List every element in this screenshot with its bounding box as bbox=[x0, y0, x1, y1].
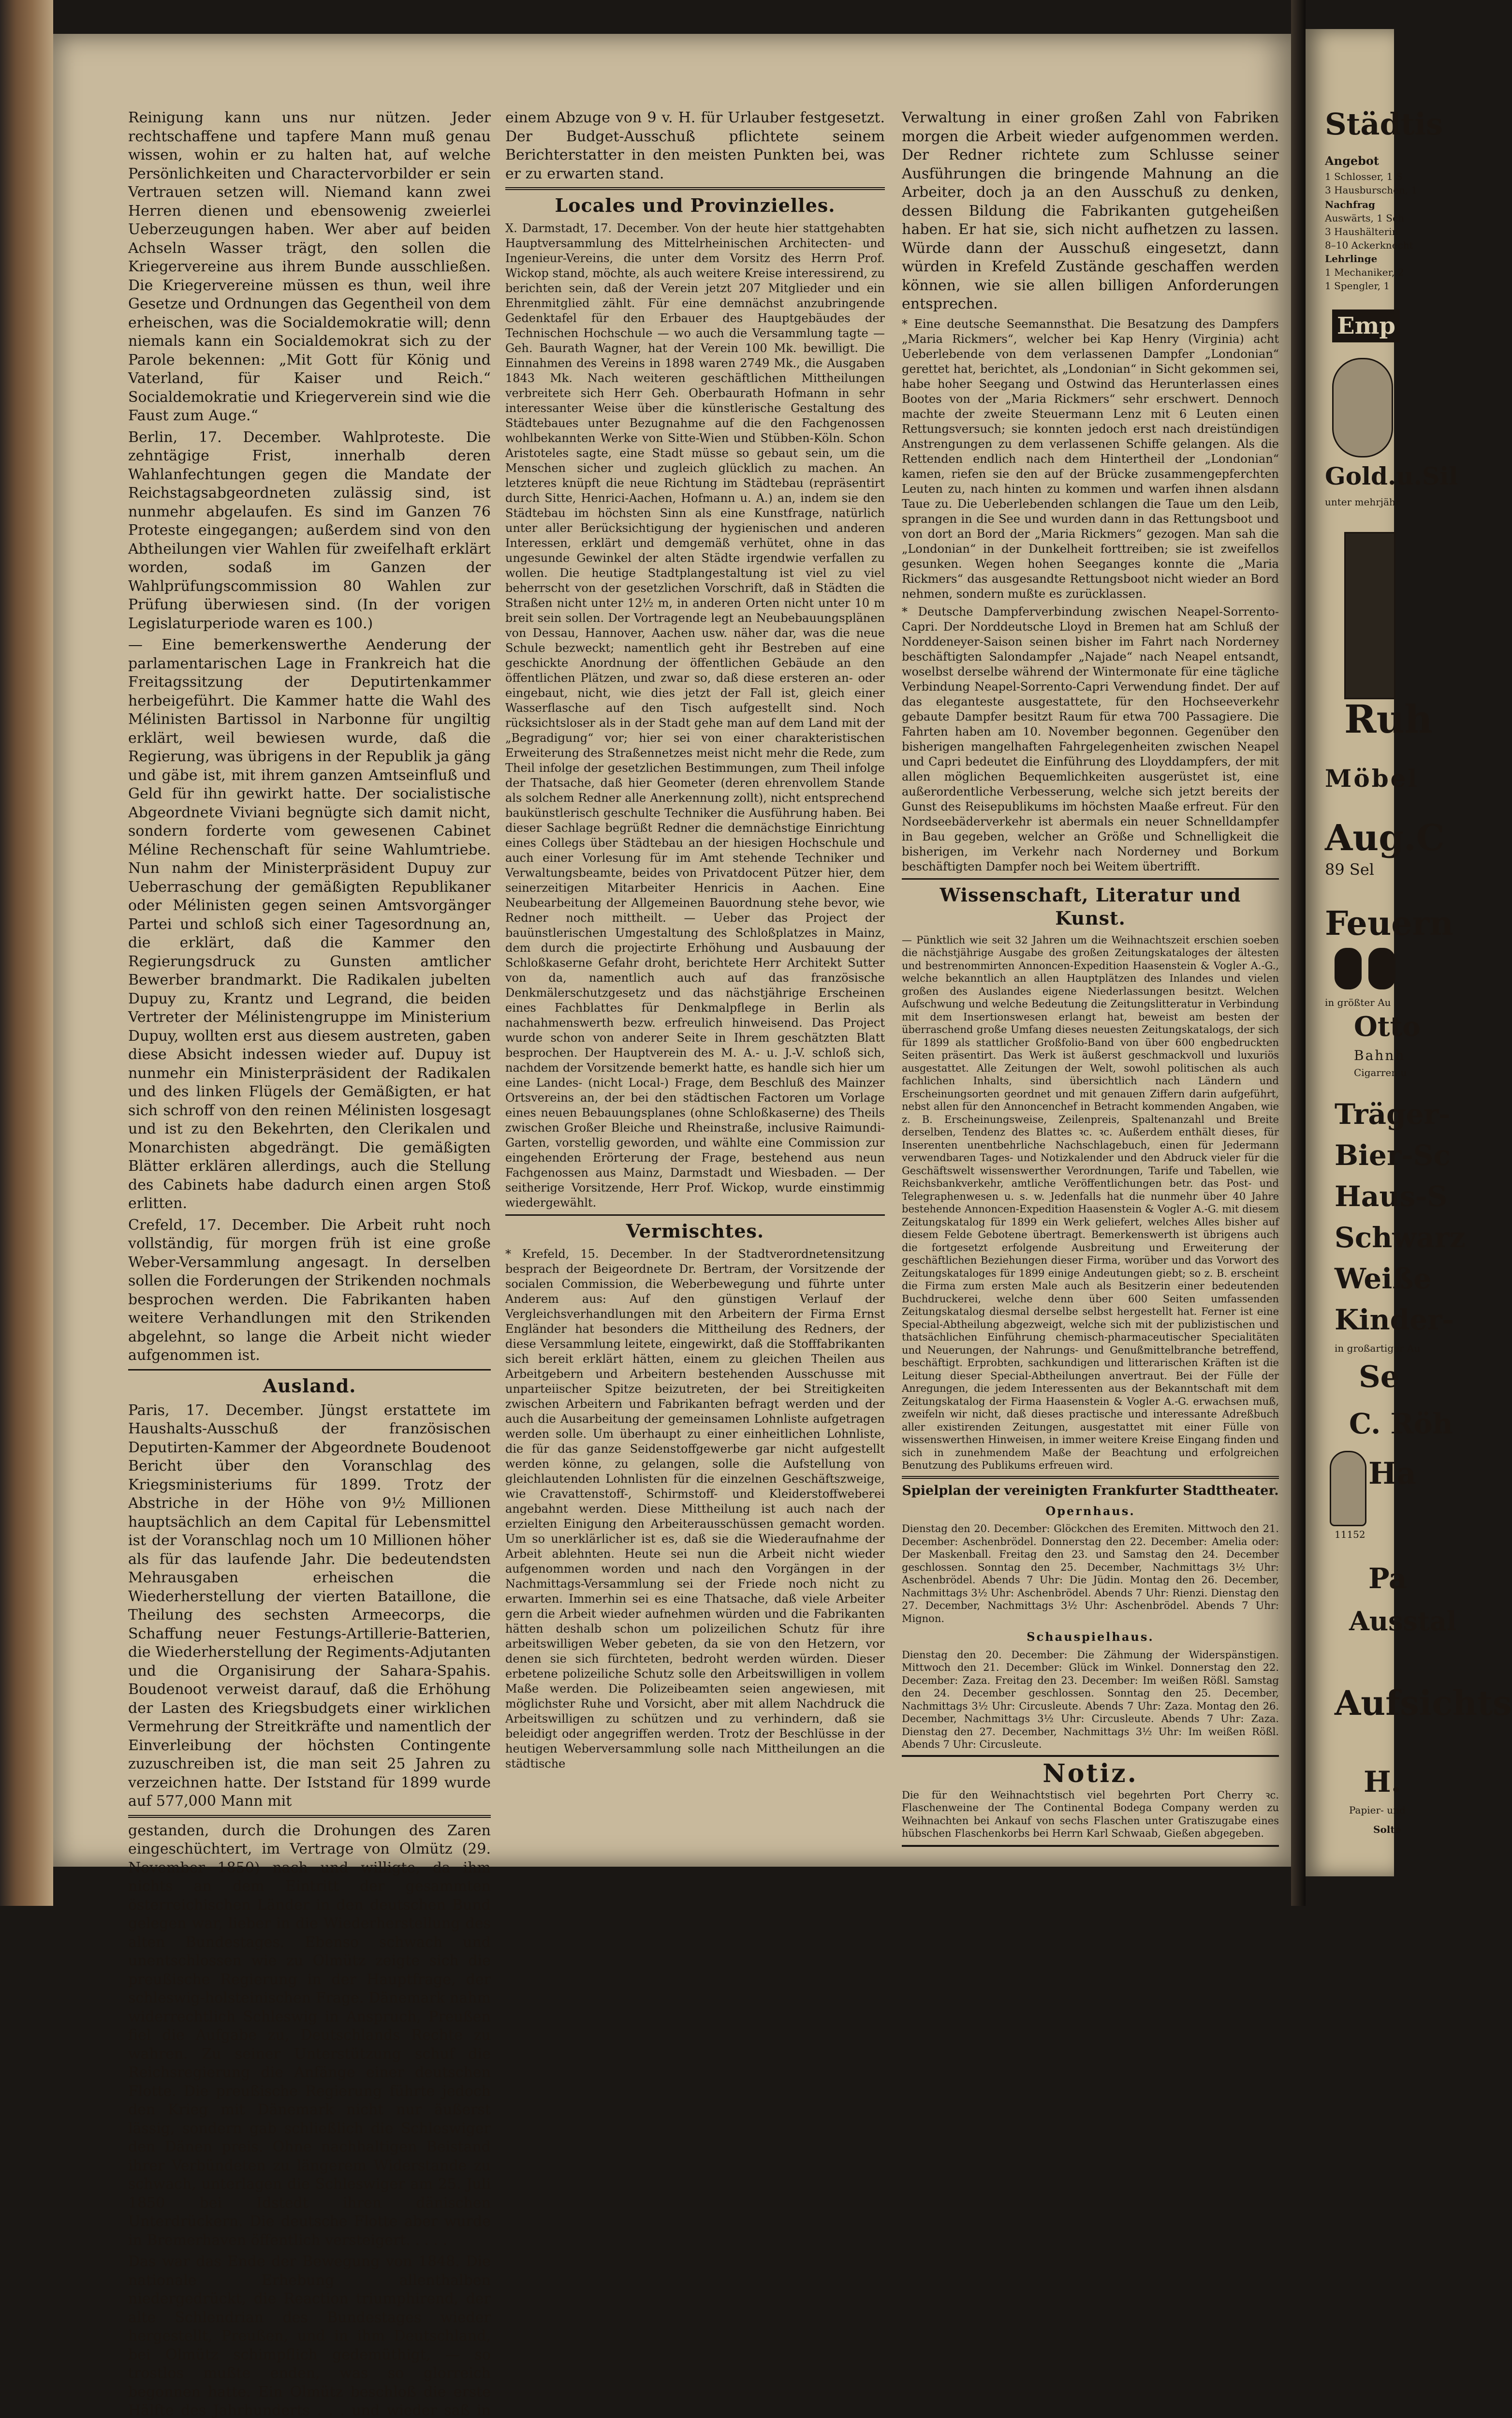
col3-paragraph: Dienstag den 20. December: Die Zähmung der Widerspänstigen. Mittwoch den 21. December: Glück im Winkel. Donnerstag den 22. December: Zaza. Freitag den 23. December: Im weißen Rößl. Samstag den 24. December geschlossen. Sonntag den 25. December, Nachmittags 3½ Uhr: Circusleute. Abends 7 Uhr: Zaza. Montag den 26. December, Nachmittags 3½ Uhr: Circusleute. Abends 7 Uhr: Zaza. Dienstag den 27. December, Nachmittags 3½ Uhr: Im weißen Rößl. Abends 7 Uhr: Circusleute. bbox=[902, 1649, 1279, 1750]
col3-paragraph: Die für den Weihnachtstisch viel begehrten Port Cherry ꝛc. Flaschenweine der The Continental Bodega Company werden zu Weihnachten bei Ankauf von sechs Flaschen unter Gratiszugabe eines hübschen Flaschenkorbs bei Herrn Karl Schwaab, Gießen abgegeben. bbox=[902, 1789, 1279, 1839]
ad-text: 1 Spengler, 1 bbox=[1325, 280, 1390, 292]
notiz-box bbox=[902, 1755, 1279, 1847]
ad-text: Papier- und bbox=[1349, 1804, 1406, 1816]
col1-paragraph: — Eine bemerkenswerthe Aenderung der parlamentarischen Lage in Frankreich hat die Freitagssitzung der Deputirtenkammer herbeigeführt. Die Kammer hatte die Wahl des Mélinisten Bartissol in Narbonne für ungiltig erklärt, weil bewiesen wurde, daß die Regierung, was übrigens in der Republik ja gäng und gäbe ist, mit ihrem ganzen Amtseinfluß und Geld für ihn gewirkt hatte. Der socialistische Abgeordnete Viviani begnügte sich damit nicht, sondern forderte vom gewesenen Cabinet Méline Rechenschaft für seine Wahlumtriebe. Nun nahm der Ministerpräsident Dupuy zur Ueberraschung der gemäßigten Republikaner oder Mélinisten gegen seinen Amtsvorgänger Partei und schloß sich einer Tagesordnung an, die erklärt, daß die Kammer den Regierungsdruck zu Gunsten amtlicher Bewerber brandmarkt. Die Radikalen jubelten Dupuy zu, Krantz und Legrand, die beiden Vertreter der Mélinistengruppe im Ministerium Dupuy, wollten erst aus diesem austreten, gaben diese Absicht indessen wieder auf. Dupuy ist nunmehr ein Ministerpräsident der Radikalen und des linken Flügels der Gemäßigten, er hat sich schroff von den reinen Mélinisten losgesagt und ist zu den Bekehrten, den Clerikalen und Monarchisten abgedrängt. Die gemäßigten Blätter erklären allerdings, auch die Stellung des Cabinets habe dadurch einen argen Stoß erlitten. bbox=[128, 636, 491, 1212]
column-3 bbox=[902, 109, 1279, 1839]
ad-text: 11152 bbox=[1335, 1529, 1365, 1540]
ad-heading: Städtis bbox=[1325, 106, 1443, 142]
section-divider bbox=[505, 1214, 885, 1216]
ad-text: 3 Haushälterin bbox=[1325, 226, 1398, 237]
section-heading-vermischtes: Vermischtes. bbox=[626, 1220, 764, 1242]
ad-text: Lehrlinge bbox=[1325, 253, 1378, 265]
ad-heading: Ruh bbox=[1344, 696, 1433, 742]
ad-text: in großartiger Au bbox=[1335, 1342, 1421, 1354]
ad-heading: Ha bbox=[1368, 1456, 1416, 1491]
ad-text: Auswärts, 1 Sch bbox=[1325, 212, 1405, 224]
ad-heading: Otto bbox=[1354, 1011, 1421, 1043]
ad-heading: Bier-Sc bbox=[1335, 1139, 1451, 1172]
section-divider bbox=[902, 1476, 1279, 1479]
section-divider bbox=[505, 187, 885, 190]
ad-text: 1 Mechaniker, 2 bbox=[1325, 266, 1404, 278]
ad-text: 1 Schlosser, 1 S bbox=[1325, 171, 1403, 182]
col3-paragraph: Verwaltung in einer großen Zahl von Fabriken morgen die Arbeit wieder aufgenommen werden. Der Redner richtete zum Schlusse seiner Ausführungen die bringende Mahnung an die Arbeiter, doch ja an den Ausschuß zu denken, dessen Bildung die Fabrikanten gutgeheißen haben. Er hat sie, sich nicht aufhetzen zu lassen. Würde dann der Ausschuß eingesetzt, dann würden in Krefeld Zustände geschaffen werden können, wie sie allen billigen Anforderungen entsprechen. bbox=[902, 109, 1279, 312]
column-2 bbox=[505, 109, 885, 1777]
ad-text: Nachfrag bbox=[1325, 199, 1376, 210]
ad-banner: Emp bbox=[1332, 310, 1400, 342]
ad-text: in größter Au bbox=[1325, 997, 1391, 1008]
section-heading-wissenschaft: Wissenschaft, Literatur und Kunst. bbox=[939, 884, 1241, 929]
section-divider bbox=[128, 1815, 491, 1818]
section-heading-ausland: Ausland. bbox=[263, 1374, 356, 1397]
ad-heading: Se bbox=[1359, 1359, 1400, 1394]
ad-text: 8–10 Ackerknecht bbox=[1325, 239, 1413, 251]
ad-heading: C. Röh bbox=[1349, 1407, 1453, 1440]
col2-paragraph: einem Abzuge von 9 v. H. für Urlauber festgesetzt. Der Budget-Ausschuß pflichtete seinem Berichterstatter in den meisten Punkten bei, was er zu erwarten stand. bbox=[505, 109, 885, 182]
ad-text: Solte bbox=[1373, 1824, 1401, 1835]
section-divider bbox=[128, 1369, 491, 1371]
col1-paragraph: Berlin, 17. December. Wahlproteste. Die zehntägige Frist, innerhalb deren Wahlanfechtungen gegen die Mandate der Reichstagsabgeordneten zulässig sind, ist nunmehr abgelaufen. Es sind im Ganzen 76 Proteste eingegangen; außerdem sind von den Abtheilungen vier Wahlen für zweifelhaft erklärt worden, sodaß im Ganzen der Wahlprüfungscommission 80 Wahlen zur Prüfung überwiesen sind. (In der vorigen Legislaturperiode waren es 100.) bbox=[128, 428, 491, 632]
ad-text: Angebot bbox=[1325, 154, 1379, 168]
col1-paragraph: Reinigung kann uns nur nützen. Jeder rechtschaffene und tapfere Mann muß genau wissen, wohin er zu halten hat, auf welche Persönlichkeiten und Charactervorbilder er sein Vertrauen setzen will. Niemand kann zwei Herren dienen und ebensowenig zweierlei Ueberzeugungen haben. Wer aber auf beiden Achseln Wasser trägt, den sollen die Kriegervereine aus ihrem Bunde ausschließen. Die Kriegervereine müssen es thun, weil ihre Gesetze und Ordnungen das Gegentheil von dem erheischen, was die Socialdemokratie will; denn niemals kann ein Socialdemokrat sich zu der Parole bekennen: „Mit Gott für König und Vaterland, für Kaiser und Reich.“ Socialdemokratie und Kriegerverein sind wie die Faust zum Auge.“ bbox=[128, 109, 491, 424]
ad-heading: Aufsichts bbox=[1335, 1683, 1512, 1723]
ad-heading: Schwarz bbox=[1335, 1221, 1466, 1254]
column-1 bbox=[128, 109, 491, 2418]
portrait-illustration-icon bbox=[1330, 1451, 1366, 1526]
col2-paragraph: * Krefeld, 15. December. In der Stadtverordnetensitzung besprach der Beigeordnete Dr. Bertram, der Vorsitzende der socialen Commission, die Weberbewegung und führte unter Anderem aus: Auf den günstigen Verlauf der Vergleichsverhandlungen mit den Arbeitern der Firma Ernst Engländer hat besonders die Mittheilung des Redners, der diese Versammlung leitete, eingewirkt, daß die Stofffabrikanten sich bereit erklärt hätten, einem zu gleichen Theilen aus Arbeitgebern und Arbeitern bestehenden Ausschusse mit unparteiischer Spitze beizutreten, der bei Streitigkeiten zwischen Arbeitern und Fabrikanten befragt werden und der auch die Ausarbeitung der gemeinsamen Lohnliste aufgetragen werden solle. Um überhaupt zu einer einheitlichen Lohnliste, die für das ganze Seidenstoffgewerbe gar nicht aufgestellt werden könne, zu gelangen, solle die Aufstellung von gleichlautenden Lohnlisten für die einzelnen Geschäftszweige, wie Cravattenstoff-, Schirmstoff- und Kleiderstoffweberei angebahnt werden. Diese Mittheilung ist auch nach der erzielten Einigung den Arbeiterausschüssen gemacht worden. Um so unerklärlicher ist es, daß sie die Wiederaufnahme der Arbeit ablehnten. Heute sei nun die Arbeit nicht wieder aufgenommen worden und nach den Vorgängen in der Nachmittags-Versammlung sei der Friede noch nicht zu erwarten. Immerhin sei es eine Thatsache, daß viele Arbeiter gern die Arbeit wieder aufnehmen würden und die Fabrikanten hätten deshalb schon um polizeilichen Schutz für ihre arbeitswilligen Weber gebeten, da sie von den Hetzern, vor denen sie sich fürchteten, bedroht werden würden. Dieser erbetene polizeiliche Schutz solle den Arbeitswilligen in vollem Maße werden. Die Polizeibeamten seien angewiesen, mit möglichster Ruhe und Vorsicht, aber mit allem Nachdruck die Arbeitswilligen zu schützen und zu verhindern, daß sie beleidigt oder angegriffen werden. Trotz der Beschlüsse in der heutigen Weberversammlung solle nach Mittheilungen an die städtische bbox=[505, 1247, 885, 1770]
ad-heading: Feuern bbox=[1325, 904, 1453, 943]
ad-text: Bahnh bbox=[1354, 1047, 1406, 1063]
col1-paragraph: Crefeld, 17. December. Die Arbeit ruht noch vollständig, für morgen früh ist eine große Weber-Versammlung angesagt. In derselben sollen die Forderungen der Strikenden nochmals besprochen werden. Die Fabrikanten haben weitere Verhandlungen mit den Strikenden abgelehnt, so lange die Arbeit nicht wieder aufgenommen ist. bbox=[128, 1216, 491, 1364]
col3-paragraph: * Eine deutsche Seemannsthat. Die Besatzung des Dampfers „Maria Rickmers“, welcher bei Kap Henry (Virginia) acht Ueberlebende von dem verlassenen Dampfer „Londonian“ gerettet hat, berichtet, als „Londonian“ in Sicht gekommen sei, habe hoher Seegang und Ostwind das Herunterlassen eines Bootes von der „Maria Rickmers“ sehr erschwert. Dennoch machte der zweite Steuermann Lenz mit 6 Leuten einen Rettungsversuch; sie konnten jedoch erst nach dreistündigen Anstrengungen zu dem verlassenen Schiffe gelangen. Als die Rettenden endlich nach dem Hintertheil der „Londonian“ kamen, riefen sie den auf der Brücke zusammengepferchten Leuten zu, nach hinten zu kommen und warfen ihnen alsdann Taue zu. Die Ueberlebenden schlangen die Taue um den Leib, sprangen in die See und wurden dann in das Rettungsboot und von dort an Bord der „Maria Rickmers“ gezogen. Man sah die „Londonian“ in der Dunkelheit forttreiben; sie ist zweifellos gesunken. Wegen hohen Seeganges konnte die „Maria Rickmers“ das ausgesandte Rettungsboot nicht wieder an Bord nehmen, sondern mußte es zurücklassen. bbox=[902, 317, 1279, 601]
ad-text: unter mehrjähr bbox=[1325, 496, 1400, 508]
section-heading-spielplan: Spielplan der vereinigten Frankfurter Stadttheater. bbox=[902, 1483, 1279, 1498]
advert-illustration-icon bbox=[1344, 532, 1395, 699]
ad-heading: Pa bbox=[1368, 1562, 1407, 1595]
col3-paragraph: — Pünktlich wie seit 32 Jahren um die Weihnachtszeit erschien soeben die nächstjährige Ausgabe des großen Zeitungskataloges der ältesten und bestrenommirten Annoncen-Expedition Haasenstein & Vogler A.-G., welche bekanntlich an allen Hauptplätzen des Inlandes und vielen großen des Auslandes eigene Niederlassungen besitzt. Welchen Aufschwung und welche Bedeutung die Zeitungslitteratur in Verbindung mit dem Insertionswesen erlangt hat, beweist am besten der überraschend große Umfang dieses neuesten Zeitungskatalogs, der sich für 1899 als stattlicher Großfolio-Band von über 600 engbedruckten Seiten präsentirt. Das Werk ist äußerst geschmackvoll und luxuriös ausgestattet. Alle Zeitungen der Welt, sowohl politischen als auch fachlichen Inhalts, sind übersichtlich nach Ländern und Erscheinungsorten geordnet und mit genauen Ziffern darin aufgeführt, nebst allen für den Annoncenchef in Betracht kommenden Angaben, wie z. B. Erscheinungsweise, Zeilenpreis, Spaltenanzahl und Breite derselben, Tendenz des Blattes ꝛc. ꝛc. Außerdem enthält dieses, für Inserenten unentbehrliche Nachschlagebuch, einen für Jedermann verwendbaren Tages- und Notizkalender und den Abdruck vieler für die Geschäftswelt wissenswerther Verordnungen, Tarife und Tabellen, wie Reichsbankverkehr, amtliche Veröffentlichungen betr. das Post- und Telegraphenwesen u. s. w. Jedenfalls hat die nunmehr über 40 Jahre bestehende Annoncen-Expedition Haasenstein & Vogler A.-G. mit diesem Zeitungskatalog für 1899 ein Werk geliefert, welches Alles bisher auf diesem Felde Gebotene übertragt. Bemerkenswerth ist übrigens auch die fortgesetzt erfolgende Ausbreitung und Erweiterung der geschäftlichen Beziehungen dieser Firma, worüber und das Vorwort des Zeitungskataloges für 1899 einige Andeutungen giebt; so z. B. erscheint die Firma zum ersten Male auch als Besitzerin einer bedeutenden Buchdruckerei, welche denn über 600 Seiten umfassenden Zeitungskatalog diesmal derselbe selbst hergestellt hat. Ferner ist eine Special-Abtheilung abgezweigt, welche sich mit der publizistischen und thatsächlichen Einführung chemisch-pharmaceutischer Specialitäten und Neuerungen, der Nahrungs- und Genußmittelbranche betreffend, beschäftigt. Erprobten, sachkundigen und litterarischen Kräften ist die Leitung dieser Special-Abtheilungen anvertraut. Bei der Fülle der Anregungen, die jedem Interessenten aus der Bekanntschaft mit dem Zeitungskatalog der Firma Haasenstein & Vogler A.-G. erwachsen muß, zweifeln wir nicht, daß dieses practische und interessante Adreßbuch aller existirenden Zeitungen, ausgestattet mit einer Fülle von wissenswerthen Hinweisen, in immer weitere Kreise Eingang finden und sich in zunehmendem Maße der Beachtung und erfolgreichen Benutzung des Publikums erfreuen wird. bbox=[902, 934, 1279, 1471]
pocket-watch-icon bbox=[1332, 358, 1393, 457]
col3-paragraph: Dienstag den 20. December: Glöckchen des Eremiten. Mittwoch den 21. December: Aschenbrödel. Donnerstag den 22. December: Amelia oder: Der Maskenball. Freitag den 23. und Samstag den 24. December geschlossen. Sonntag den 25. December, Nachmittags 3½ Uhr: Aschenbrödel. Abends 7 Uhr: Die Jüdin. Montag den 26. December, Nachmittags 3½ Uhr: Aschenbrödel. Abends 7 Uhr: Rienzi. Dienstag den 27. December, Nachmittags 3½ Uhr: Aschenbrödel. Abends 7 Uhr: Mignon. bbox=[902, 1523, 1279, 1624]
page-gutter bbox=[1291, 0, 1306, 1906]
notiz-title: Notiz. bbox=[1042, 1758, 1138, 1788]
ad-heading: Möbel bbox=[1325, 764, 1419, 793]
ad-heading: Weiße bbox=[1335, 1262, 1432, 1295]
book-edge bbox=[0, 0, 53, 1906]
col1-paragraph: Paris, 17. December. Jüngst erstattete im Haushalts-Ausschuß der französischen Deputirten-Kammer der Abgeordnete Boudenoot Bericht über den Voranschlag des Kriegsministeriums für 1899. Trotz der Abstriche in der Höhe von 9½ Millionen hauptsächlich an dem Capital für Lebensmittel ist der Voranschlag noch um 10 Millionen höher als für das laufende Jahr. Die bedeutendsten Mehrausgaben erheischen die Wiederherstellung der vierten Bataillone, die Theilung des sechsten Armeecorps, die Schaffung neuer Festungs-Artillerie-Batterien, die Wiederherstellung der Regiments-Adjutanten und die Organisirung der Sahara-Spahis. Boudenoot verweist darauf, daß die Erhöhung der Lasten des Kriegsbudgets einer wirklichen Vermehrung der Streitkräfte und namentlich der Einverleibung der höchsten Contingente zuzuschreiben ist, die man seit 25 Jahren zu verzeichnen hatte. Der Iststand für 1899 wurde auf 577,000 Mann mit bbox=[128, 1401, 491, 1810]
subheading-schauspielhaus: Schauspielhaus. bbox=[1027, 1630, 1154, 1644]
ad-heading: Ausstal bbox=[1349, 1606, 1457, 1637]
ad-heading: Kinder- bbox=[1335, 1303, 1454, 1336]
ad-text: 89 Sel bbox=[1325, 860, 1374, 879]
subheading-opernhaus: Opernhaus. bbox=[1045, 1504, 1135, 1518]
ad-text: 3 Hausburschen, 1 bbox=[1325, 184, 1418, 196]
ad-text: Cigarren u bbox=[1354, 1067, 1407, 1078]
ad-heading: Träger- bbox=[1335, 1098, 1451, 1131]
ad-heading: Aug.C bbox=[1325, 817, 1445, 859]
col2-paragraph: X. Darmstadt, 17. December. Von der heute hier stattgehabten Hauptversammlung des Mittelrheinischen Architecten- und Ingenieur-Vereins, die unter dem Vorsitz des Herrn Prof. Wickop stand, möchte, als auch weitere Kreise interessirend, zu berichten sein, daß der Verein jetzt 207 Mitglieder und ein Ehrenmitglied zählt. Für eine demnächst anzubringende Gedenktafel für den Erbauer des Hauptgebäudes der Technischen Hochschule — wo auch die Versammlung tagte — Geh. Baurath Wagner, hat der Verein 100 Mk. bewilligt. Die Einnahmen des Vereins in 1898 waren 2749 Mk., die Ausgaben 1843 Mk. Nach weiteren geschäftlichen Mittheilungen verbreitete sich Herr Geh. Oberbaurath Hofmann in sehr interessanter Weise über die künstlerische Gestaltung des Städtebaues unter Bezugnahme auf die den Fachgenossen wohlbekannten Werke von Sitte-Wien und Stübben-Köln. Schon Aristoteles sagte, eine Stadt müsse so gebaut sein, um die Menschen sicher und zugleich glücklich zu machen. An letzteres knüpft die neue Richtung im Städtebau (repräsentirt durch Sitte, Henrici-Aachen, Hofmann u. A.) an, indem sie den Städtebau im höchsten Sinn als eine Kunstfrage, natürlich unter aller Berücksichtigung der hygienischen und anderen Interessen, erklärt und demgemäß verhütet, ohne in das ungesunde Gewinkel der alten Städte irgendwie verfallen zu wollen. Die heutige Stadtplangestaltung ist viel zu viel beherrscht von der gesetzlichen Vorschrift, daß in Städten die Straßen nicht unter 12½ m, in anderen Orten nicht unter 10 m breit sein sollen. Der Vortragende legt an Neubebauungsplänen von Dessau, Hannover, Aachen usw. näher dar, was die neue Schule bezweckt; namentlich geht ihr Bestreben auf eine geschickte Anordnung der öffentlichen Gebäude an den öffentlichen Plätzen, und zwar so, daß diese ersteren an- oder eingebaut, nicht, wie dies jetzt der Fall ist, gleich einer Wasserflasche auf den Tisch aufgestellt sind. Noch rücksichtsloser als in der Stadt gehe man auf dem Land mit der „Begradigung“ vor; hier sei von einer charakteristischen Erweiterung des Straßennetzes meist nicht mehr die Rede, zum Theil infolge der gesetzlichen Bestimmungen, zum Theil infolge der Thatsache, daß hier Geometer (deren ehrenvollem Stande als solchem Redner alle Anerkennung zollt), nicht entsprechend baukünstlerisch geschulte Techniker die Ausführung haben. Bei dieser Sachlage begrüßt Redner die demnächstige Einrichtung eines Collegs über Städtebau an der hiesigen Hochschule und auch einer Vorlesung für im Amt stehende Techniker und Verwaltungsbeamte, beides von Privatdocent Pützer hier, dem seinerzeitigen Mitarbeiter Henricis in Aachen. Eine Neubearbeitung der Allgemeinen Bauordnung stehe bevor, wie Redner noch mittheilt. — Ueber das Project der bauünstlerischen Umgestaltung des Schloßplatzes in Mainz, dem durch die projectirte Erhöhung und Ausbauung der Schloßkaserne Gefahr droht, berichtete Herr Architekt Sutter von da, namentlich auch auf das französische Denkmälerschutzgesetz und das nächstjährige Erscheinen eines Fachblattes für Denkmalpflege in Berlin als nachahmenswerth bezw. erfreulich hinweisend. Das Project wurde schon von anderer Seite in Ihrem geschätzten Blatt besprochen. Der Hauptverein des M. A.- u. J.-V. schloß sich, nachdem der Vorsitzende bemerkt hatte, es handle sich hier um eine Landes- (nicht Local-) Frage, dem Beschluß des Mainzer Ortsvereins an, der bei den städtischen Factoren um Vorlage eines neuen Bebauungsplanes (ohne Schloßkaserne) des Theils zwischen Großer Bleiche und Rheinstraße, inclusive Raimundi-Garten, vorstellig geworden, und wählte eine Commission zur eingehenden Erörterung der Frage, bestehend aus neun Fachgenossen aus Mainz, Darmstadt und Wiesbaden. — Der seitherige Vorsitzende, Herr Prof. Wickop, wurde einstimmig wiedergewählt. bbox=[505, 221, 885, 1209]
col1-paragraph: Das war das Ende der Bewegung von 1848. Die nationale Erhebung allenthalben niedergedrückt, die Reaction triumphirend, der alte Schlendrian des Bundestages wieder hergestellt, Preußen, und in ihm Deutschland, bei Olmütz schimpflich gedemüthigt, — so trostlos mußte enden, was so glorreich begonnen hatte. Ein Olmütz beschloß die erste Hälfte des Jahrhunderts . . . und wieder saß in bbox=[128, 2253, 491, 2418]
col3-paragraph: * Deutsche Dampferverbindung zwischen Neapel-Sorrento-Capri. Der Norddeutsche Lloyd in Bremen hat am Schluß der Norddeneyer-Saison seinen bisher im Fahrt nach Norderney beschäftigten Salondampfer „Najade“ nach Neapel entsandt, woselbst derselbe während der Wintermonate für eine tägliche Verbindung Neapel-Sorrento-Capri Verwendung findet. Der auf das eleganteste ausgestattete, für den Hochseeverkehr gebaute Dampfer besitzt Raum für etwa 700 Passagiere. Die Fahrten haben am 10. November begonnen. Gegenüber den bisherigen mangelhaften Fahrgelegenheiten zwischen Neapel und Capri bedeutet die Einführung des Lloyddampfers, der mit allen möglichen Bequemlichkeiten ausgerüstet ist, eine außerordentliche Verbesserung, welche sich jetzt bereits der Gunst des Reisepublikums im höchsten Maaße erfreut. Für den Nordseebäderverkehr ist abermals ein neuer Schnelldampfer in Bau gegeben, welcher an Größe und Schnelligkeit die bisherigen, im Verkehr nach Norderney und Borkum beschäftigten Dampfer noch bei Weitem übertrifft. bbox=[902, 604, 1279, 873]
section-heading-locales: Locales und Provinzielles. bbox=[555, 194, 836, 216]
ad-heading: Gold.u.Sil bbox=[1325, 462, 1458, 490]
section-divider bbox=[902, 878, 1279, 880]
col1-paragraph: gestanden, durch die Drohungen des Zaren eingeschüchtert, im Vertrage von Olmütz (29. November 1850) nach und willigte, da ihm nichts an dem Eintritt der gesammten österreichischen Länder in den deutschen Bund gelegen war, lieber in die Wiederherstellung des alten Bundestages. Ebenso schwach und unentschlossen wie zu Olmütz zeigte sich die preußische Regierung in der Hauptfrage, der schleswig-holsteinischen Frage. Dänemark nahm widerrechtlich Schleswig in Anspruch, Preußen fiel die Aufgabe zu, Deutschlands Rechte zu wahren. Zu seiner Unterstützung schuf die Reichsregierung die Anfänge einer deutschen Flotte. Die preußische Regierung führte jedoch den Krieg mit Dänemark nicht nur äußerst lässig, sondern gab schließlich die Schleswiger den Dänen preis. Ohne nachhaltigen Beistand ihrer Verbündeten zu längerem Widerstande zu schwach, unterlagen die Schleswiger am 25. Juli 1850 bei Idstedt ihren dänischen Unterdrückern. Die deutsche Flotte aber wurde in Bremerhaven öffentlich versteigert. . . . . bbox=[128, 1822, 491, 2249]
advert-ball-icon bbox=[1335, 948, 1362, 989]
ad-heading: H. bbox=[1364, 1765, 1401, 1799]
ad-heading: Haus-S bbox=[1335, 1180, 1448, 1213]
advert-ball-icon bbox=[1368, 948, 1395, 989]
